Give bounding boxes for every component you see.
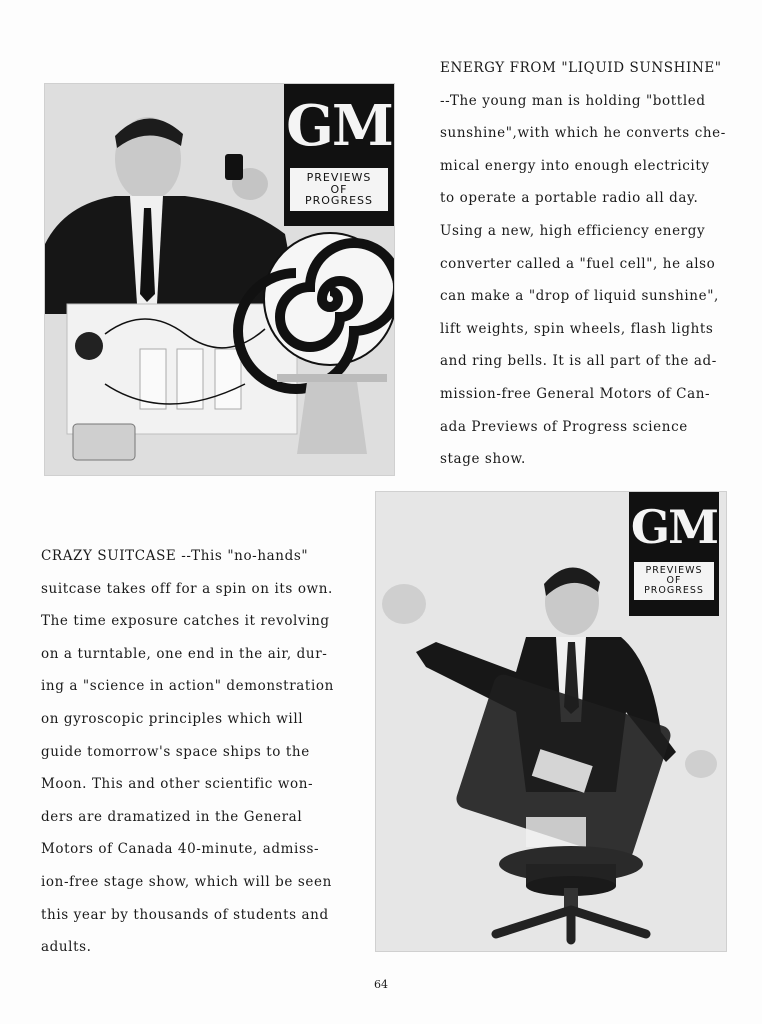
article-line: ada Previews of Progress science <box>440 418 688 435</box>
article-line: ion-free stage show, which will be seen <box>41 873 332 890</box>
article-line: mission-free General Motors of Can- <box>440 385 711 402</box>
crazy-suitcase-photo <box>375 491 727 952</box>
gm-previews-logo <box>284 84 394 226</box>
logo-previews-text: PREVIEWS <box>306 171 372 184</box>
gm-logo-letters: GM <box>630 500 718 554</box>
page-number: 64 <box>374 978 388 991</box>
article-line: this year by thousands of students and <box>41 906 329 923</box>
logo-progress-text: PROGRESS <box>304 194 374 208</box>
article-line: can make a "drop of liquid sunshine", <box>440 288 719 305</box>
logo-of-text: OF <box>666 574 682 586</box>
article-line: adults. <box>41 939 92 956</box>
previews-of-progress-label <box>290 168 388 211</box>
article-line: mical energy into enough electricity <box>440 157 710 174</box>
article-line: Using a new, high efficiency energy <box>440 222 706 239</box>
article-line: CRAZY SUITCASE --This "no-hands" <box>41 548 309 564</box>
fuel-cell-photo <box>44 83 395 476</box>
gm-logo-letters: GM <box>286 93 392 159</box>
article-line: lift weights, spin wheels, flash lights <box>440 320 714 337</box>
article-line: converter called a "fuel cell", he also <box>440 255 716 272</box>
article-liquid-sunshine <box>440 52 750 476</box>
article-line: ENERGY FROM "LIQUID SUNSHINE" <box>440 60 722 76</box>
article-line: sunshine",with which he converts che- <box>440 125 726 142</box>
logo-previews-text: PREVIEWS <box>645 565 703 576</box>
logo-of-text: OF <box>330 182 348 196</box>
article-line: Moon. This and other scientific won- <box>41 776 314 793</box>
gm-previews-logo <box>629 492 719 616</box>
article-line: ing a "science in action" demonstration <box>41 678 334 695</box>
article-line: suitcase takes off for a spin on its own. <box>41 580 333 597</box>
article-line: The time exposure catches it revolving <box>41 613 330 630</box>
logo-progress-text: PROGRESS <box>644 584 704 596</box>
article-line: to operate a portable radio all day. <box>440 190 699 207</box>
article-line: ders are dramatized in the General <box>41 808 303 825</box>
article-line: guide tomorrow's space ships to the <box>41 743 310 760</box>
article-line: and ring bells. It is all part of the ad- <box>440 353 717 370</box>
article-line: on gyroscopic principles which will <box>41 710 304 727</box>
article-line: --The young man is holding "bottled <box>440 92 706 109</box>
article-line: stage show. <box>440 451 526 468</box>
article-crazy-suitcase <box>41 540 361 964</box>
previews-of-progress-label <box>634 562 714 600</box>
article-line: on a turntable, one end in the air, dur- <box>41 645 328 662</box>
article-line: Motors of Canada 40-minute, admiss- <box>41 841 320 858</box>
